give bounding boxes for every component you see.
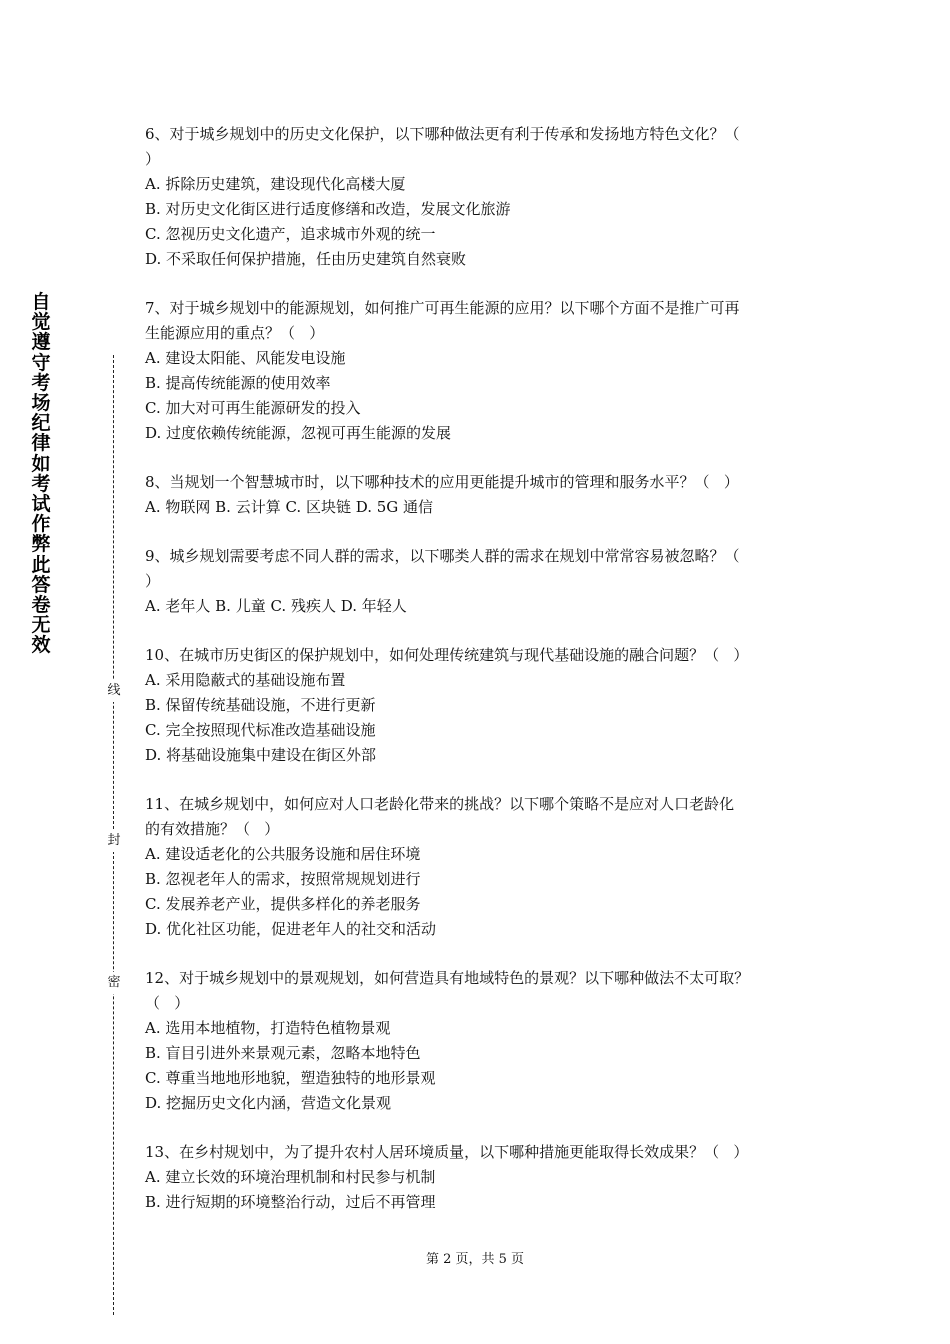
answer-option: D. 挖掘历史文化内涵，营造文化景观 — [145, 1094, 392, 1112]
answer-option: B. 保留传统基础设施，不进行更新 — [145, 696, 376, 714]
answer-option: B. 对历史文化街区进行适度修缮和改造，发展文化旅游 — [145, 200, 511, 218]
answer-option: A. 老年人 B. 儿童 C. 残疾人 D. 年轻人 — [145, 597, 407, 615]
answer-option: A. 拆除历史建筑，建设现代化高楼大厦 — [145, 175, 406, 193]
answer-option: C. 加大对可再生能源研发的投入 — [145, 399, 361, 417]
answer-option: B. 忽视老年人的需求，按照常规规划进行 — [145, 870, 421, 888]
question-stem-line: 7、对于城乡规划中的能源规划，如何推广可再生能源的应用？以下哪个方面不是推广可再 — [145, 299, 740, 317]
seal-mark-feng: 封 — [104, 830, 124, 852]
answer-option: B. 提高传统能源的使用效率 — [145, 374, 331, 392]
answer-option: B. 盲目引进外来景观元素，忽略本地特色 — [145, 1044, 421, 1062]
exam-discipline-notice: 自觉遵守考场纪律如考试作弊此答卷无效 — [31, 291, 51, 657]
answer-option: C. 发展养老产业，提供多样化的养老服务 — [145, 895, 421, 913]
question-stem-line: 8、当规划一个智慧城市时，以下哪种技术的应用更能提升城市的管理和服务水平？（ ） — [145, 473, 739, 491]
question-block — [145, 1140, 815, 1215]
question-stem-line: 11、在城乡规划中，如何应对人口老龄化带来的挑战？以下哪个策略不是应对人口老龄化 — [145, 795, 735, 813]
answer-option: C. 忽视历史文化遗产，追求城市外观的统一 — [145, 225, 436, 243]
question-block — [145, 296, 815, 446]
page-number-footer: 第 2 页，共 5 页 — [425, 1252, 525, 1267]
question-block — [145, 966, 815, 1116]
question-stem-line: ） — [145, 572, 161, 590]
question-block — [145, 122, 815, 272]
answer-option: C. 尊重当地地形地貌，塑造独特的地形景观 — [145, 1069, 436, 1087]
question-stem-line: 6、对于城乡规划中的历史文化保护，以下哪种做法更有利于传承和发扬地方特色文化？（ — [145, 125, 740, 143]
answer-option: D. 将基础设施集中建设在街区外部 — [145, 746, 377, 764]
question-block — [145, 643, 815, 768]
answer-option: A. 建立长效的环境治理机制和村民参与机制 — [145, 1168, 436, 1186]
seal-mark-xian: 线 — [104, 680, 124, 702]
answer-option: A. 建设适老化的公共服务设施和居住环境 — [145, 845, 421, 863]
question-block — [145, 470, 815, 520]
question-stem-line: 的有效措施？（ ） — [145, 820, 280, 838]
question-stem-line: ） — [145, 150, 161, 168]
answer-option: A. 采用隐蔽式的基础设施布置 — [145, 671, 346, 689]
question-list — [145, 122, 815, 1239]
question-block — [145, 544, 815, 619]
seal-mark-mi: 密 — [104, 972, 124, 994]
question-stem-line: 生能源应用的重点？（ ） — [145, 324, 325, 342]
question-stem-line: （ ） — [145, 994, 190, 1012]
answer-option: D. 过度依赖传统能源，忽视可再生能源的发展 — [145, 424, 452, 442]
question-stem-line: 10、在城市历史街区的保护规划中，如何处理传统建筑与现代基础设施的融合问题？（ ） — [145, 646, 749, 664]
question-stem-line: 12、对于城乡规划中的景观规划，如何营造具有地域特色的景观？以下哪种做法不太可取？ — [145, 969, 750, 987]
answer-option: D. 优化社区功能，促进老年人的社交和活动 — [145, 920, 437, 938]
answer-option: B. 进行短期的环境整治行动，过后不再管理 — [145, 1193, 436, 1211]
question-stem-line: 13、在乡村规划中，为了提升农村人居环境质量，以下哪种措施更能取得长效成果？（ ） — [145, 1143, 749, 1161]
answer-option: A. 建设太阳能、风能发电设施 — [145, 349, 346, 367]
answer-option: A. 物联网 B. 云计算 C. 区块链 D. 5G 通信 — [145, 498, 434, 516]
answer-option: A. 选用本地植物，打造特色植物景观 — [145, 1019, 391, 1037]
answer-option: C. 完全按照现代标准改造基础设施 — [145, 721, 376, 739]
question-block — [145, 792, 815, 942]
question-stem-line: 9、城乡规划需要考虑不同人群的需求，以下哪类人群的需求在规划中常常容易被忽略？（ — [145, 547, 740, 565]
answer-option: D. 不采取任何保护措施，任由历史建筑自然衰败 — [145, 250, 467, 268]
